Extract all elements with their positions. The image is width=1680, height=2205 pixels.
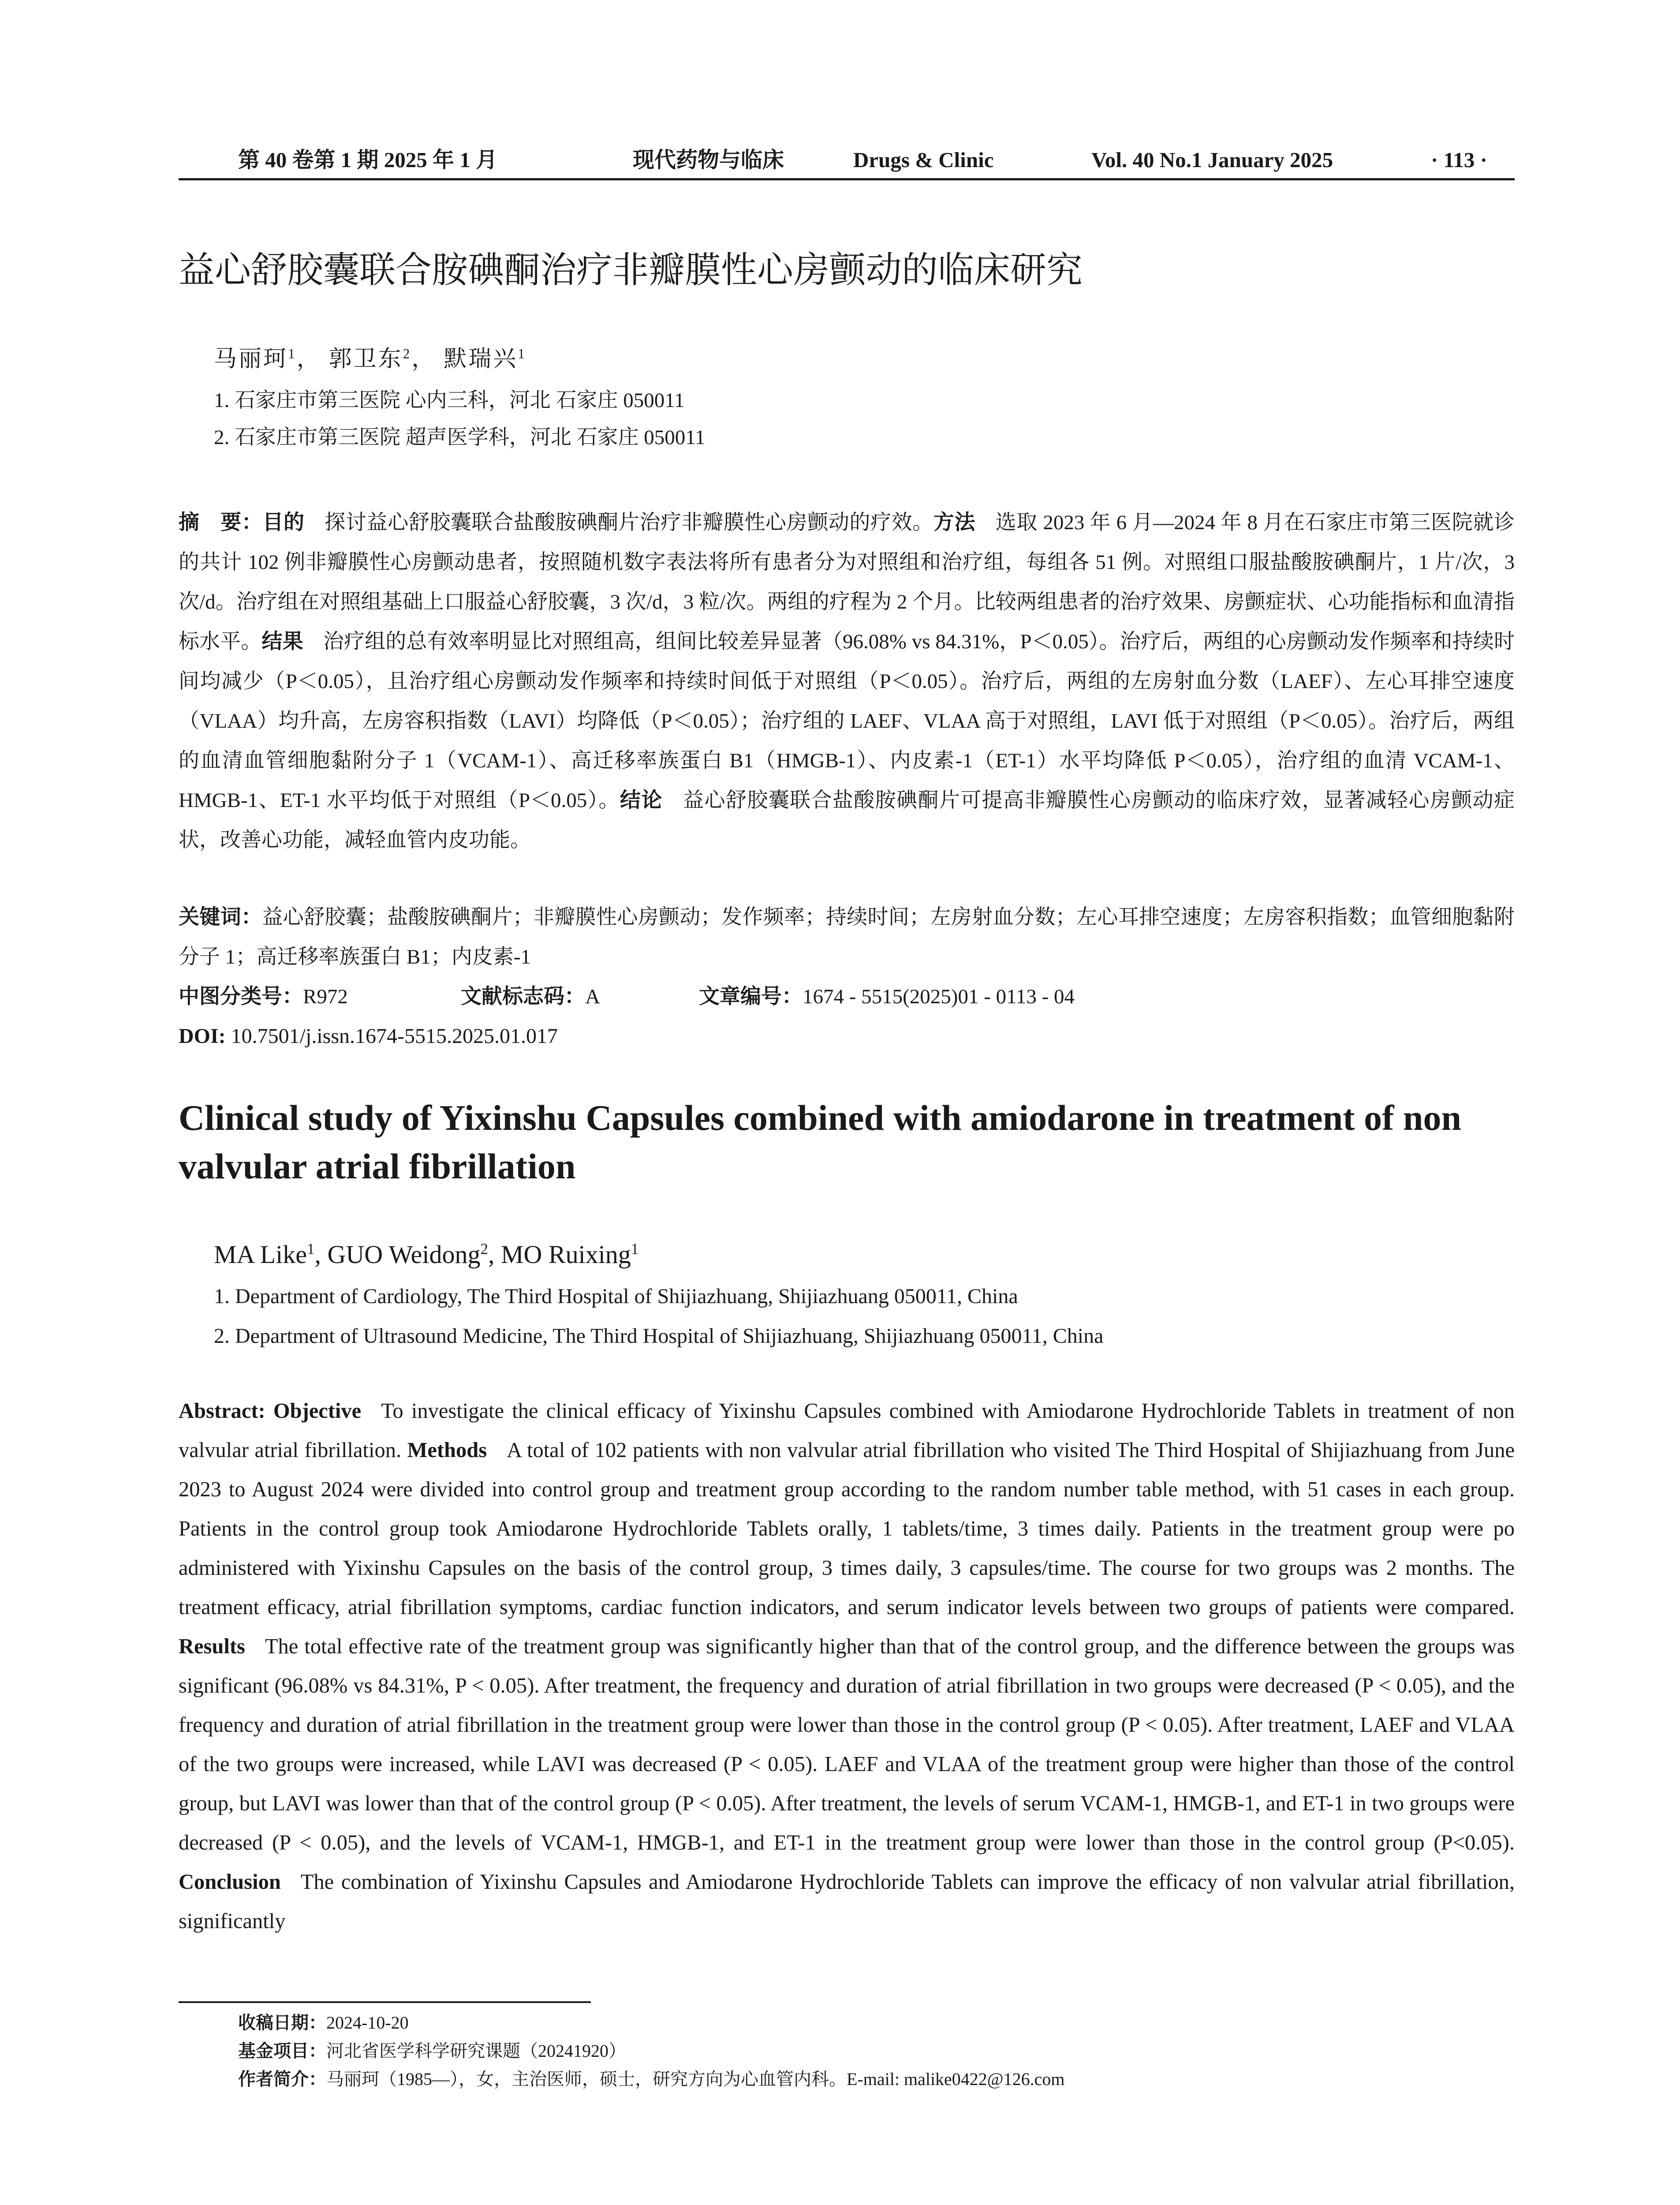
footnote-text: 河北省医学科学研究课题（20241920） — [326, 2041, 626, 2061]
conclusion-en: The combination of Yixinshu Capsules and Amiodarone Hydrochloride Tablets can improve the efficacy of non valvular atrial fibrillation, significantly — [179, 1870, 1515, 1933]
author-cn-3: 默瑞兴 — [444, 347, 518, 372]
author-sep: ， — [296, 347, 321, 372]
footnote-label: 作者简介： — [238, 2069, 326, 2089]
affiliation-cn-2: 2. 石家庄市第三医院 超声医学科，河北 石家庄 050011 — [214, 426, 706, 449]
title-cn: 益心舒胶囊联合胺碘酮治疗非瓣膜性心房颤动的临床研究 — [179, 249, 1083, 291]
footnote-received — [238, 2009, 1065, 2037]
objective-cn: 探讨益心舒胶囊联合盐酸胺碘酮片治疗非瓣膜性心房颤动的疗效。 — [324, 511, 933, 534]
classification-line — [179, 977, 1515, 1017]
author-sep: , — [488, 1240, 501, 1269]
author-sep: , — [314, 1240, 328, 1269]
clc — [179, 977, 348, 1017]
header-issue-cn: 第 40 卷第 1 期 2025 年 1 月 — [238, 148, 498, 172]
keywords-cn — [179, 897, 1515, 977]
abstract-cn-label: 摘 要： — [179, 510, 263, 534]
article-id-value: 1674 - 5515(2025)01 - 0113 - 04 — [803, 985, 1075, 1008]
author-cn-3-aff: 1 — [518, 346, 526, 362]
author-en-2-aff: 2 — [480, 1240, 488, 1258]
objective-cn-label: 目的 — [262, 510, 305, 534]
title-en: Clinical study of Yixinshu Capsules combined with amiodarone in treatment of non valvular atrial fibrillation — [179, 1098, 1462, 1186]
objective-en-label: Objective — [273, 1399, 362, 1423]
affiliation-en-2: 2. Department of Ultrasound Medicine, The Third Hospital of Shijiazhuang, Shijiazhuang 050011, China — [214, 1324, 1104, 1348]
footnotes — [238, 2009, 1065, 2093]
author-cn-2: 郭卫东 — [329, 347, 403, 372]
footnote-fund — [238, 2037, 1065, 2065]
abstract-en-label: Abstract: — [179, 1399, 265, 1423]
methods-cn: 选取 2023 年 6 月—2024 年 8 月在石家庄市第三医院就诊的共计 102 例非瓣膜性心房颤动患者，按照随机数字表法将所有患者分为对照组和治疗组，每组各 51 例。对照组口服盐酸胺碘酮片，1 片/次，3 次/d。治疗组在对照组基础上口服益心舒胶囊，3 次/d，3 粒/次。两组的疗程为 2 个月。比较两组患者的治疗效果、房颤症状、心功能指标和血清指标水平。 — [179, 511, 1515, 653]
conclusion-cn: 益心舒胶囊联合盐酸胺碘酮片可提高非瓣膜性心房颤动的临床疗效，显著减轻心房颤动症状，改善心功能，减轻血管内皮功能。 — [179, 789, 1515, 852]
author-en-3-aff: 1 — [631, 1240, 639, 1258]
author-cn-2-aff: 2 — [403, 346, 412, 362]
methods-en: A total of 102 patients with non valvular atrial fibrillation who visited The Third Hospital of Shijiazhuang from June 2023 to August 2024 were divided into control group and treatment group according to the random number table method, with 51 cases in each group. Patients in the control group took Amiodarone Hydrochloride Tablets orally, 1 tablets/time, 3 times daily. Patients in the treatment group were po administered with Yixinshu Capsules on the basis of the control group, 3 times daily, 3 capsules/time. The course for two groups was 2 months. The treatment efficacy, atrial fibrillation symptoms, cardiac function indicators, and serum indicator levels between two groups of patients were compared. — [179, 1439, 1515, 1619]
conclusion-en-label: Conclusion — [179, 1870, 281, 1894]
author-en-1: MA Like — [214, 1240, 307, 1269]
footnote-text: 马丽珂（1985—），女，主治医师，硕士，研究方向为心血管内科。E-mail: malike0422@126.com — [326, 2069, 1065, 2089]
author-en-1-aff: 1 — [307, 1240, 315, 1258]
header-journal-cn: 现代药物与临床 — [633, 148, 784, 172]
header-issue-en: Vol. 40 No.1 January 2025 — [1091, 148, 1333, 172]
footnote-label: 收稿日期： — [238, 2013, 326, 2033]
doi-value[interactable]: 10.7501/j.issn.1674-5515.2025.01.017 — [231, 1024, 558, 1048]
author-cn-1-aff: 1 — [288, 346, 297, 362]
doi-line — [179, 1017, 558, 1056]
article-id-label: 文章编号： — [699, 984, 803, 1009]
objective-en: To investigate the clinical efficacy of Yixinshu Capsules combined with Amiodarone Hydrochloride Tablets in treatment of non valvular atrial fibrillation. — [179, 1399, 1515, 1462]
doi-label: DOI: — [179, 1024, 226, 1048]
results-cn: 治疗组的总有效率明显比对照组高，组间比较差异显著（96.08% vs 84.31%，P＜0.05）。治疗后，两组的心房颤动发作频率和持续时间均减少（P＜0.05），且治疗组心房颤动发作频率和持续时间低于对照组（P＜0.05）。治疗后，两组的左房射血分数（LAEF）、左心耳排空速度（VLAA）均升高，左房容积指数（LAVI）均降低（P＜0.05）；治疗组的 LAEF、VLAA 高于对照组，LAVI 低于对照组（P＜0.05）。治疗后，两组的血清血管细胞黏附分子 1（VCAM-1）、高迁移率族蛋白 B1（HMGB-1）、内皮素-1（ET-1）水平均降低 P＜0.05），治疗组的血清 VCAM-1、HMGB-1、ET-1 水平均低于对照组（P＜0.05）。 — [179, 630, 1515, 812]
abstract-en — [179, 1391, 1515, 1941]
results-en-label: Results — [179, 1635, 245, 1658]
keywords-cn-label: 关键词： — [179, 905, 262, 929]
article-id — [699, 977, 1075, 1017]
doc-code-label: 文献标志码： — [461, 984, 585, 1009]
footnote-text: 2024-10-20 — [326, 2013, 409, 2033]
abstract-cn — [179, 503, 1515, 860]
author-sep: ， — [411, 347, 437, 372]
authors-cn — [214, 340, 526, 379]
footnote-author-bio — [238, 2065, 1065, 2093]
author-en-3: MO Ruixing — [500, 1240, 631, 1269]
affiliation-en-1: 1. Department of Cardiology, The Third Hospital of Shijiazhuang, Shijiazhuang 050011, China — [214, 1285, 1018, 1308]
doc-code-value: A — [585, 985, 600, 1008]
methods-en-label: Methods — [407, 1439, 487, 1462]
running-header — [179, 140, 1515, 180]
author-en-2: GUO Weidong — [327, 1240, 481, 1269]
results-cn-label: 结果 — [261, 629, 303, 654]
conclusion-cn-label: 结论 — [620, 788, 663, 812]
affiliation-cn-1: 1. 石家庄市第三医院 心内三科，河北 石家庄 050011 — [214, 389, 685, 412]
page-number: · 113 · — [1431, 148, 1487, 172]
header-journal-en: Drugs & Clinic — [853, 148, 994, 172]
footnote-rule — [179, 2001, 591, 2003]
footnote-label: 基金项目： — [238, 2041, 326, 2061]
results-en: The total effective rate of the treatment group was significantly higher than that of the control group, and the difference between the groups was significant (96.08% vs 84.31%, P < 0.05). After treatment, the frequency and duration of atrial fibrillation in two groups were decreased (P < 0.05), and the frequency and duration of atrial fibrillation in the treatment group were lower than those in the control group (P < 0.05). After treatment, LAEF and VLAA of the two groups were increased, while LAVI was decreased (P < 0.05). LAEF and VLAA of the treatment group were higher than those of the control group, but LAVI was lower than that of the control group (P < 0.05). After treatment, the levels of serum VCAM-1, HMGB-1, and ET-1 in two groups were decreased (P < 0.05), and the levels of VCAM-1, HMGB-1, and ET-1 in the treatment group were lower than those in the control group (P<0.05). — [179, 1635, 1515, 1854]
clc-value: R972 — [303, 985, 348, 1008]
clc-label: 中图分类号： — [179, 984, 303, 1009]
author-cn-1: 马丽珂 — [214, 347, 288, 372]
doc-code — [461, 977, 600, 1017]
keywords-cn-text: 益心舒胶囊；盐酸胺碘酮片；非瓣膜性心房颤动；发作频率；持续时间；左房射血分数；左心耳排空速度；左房容积指数；血管细胞黏附分子 1；高迁移率族蛋白 B1；内皮素-1 — [179, 906, 1515, 968]
header-rule — [179, 178, 1515, 180]
methods-cn-label: 方法 — [933, 510, 976, 534]
authors-en — [214, 1235, 638, 1274]
